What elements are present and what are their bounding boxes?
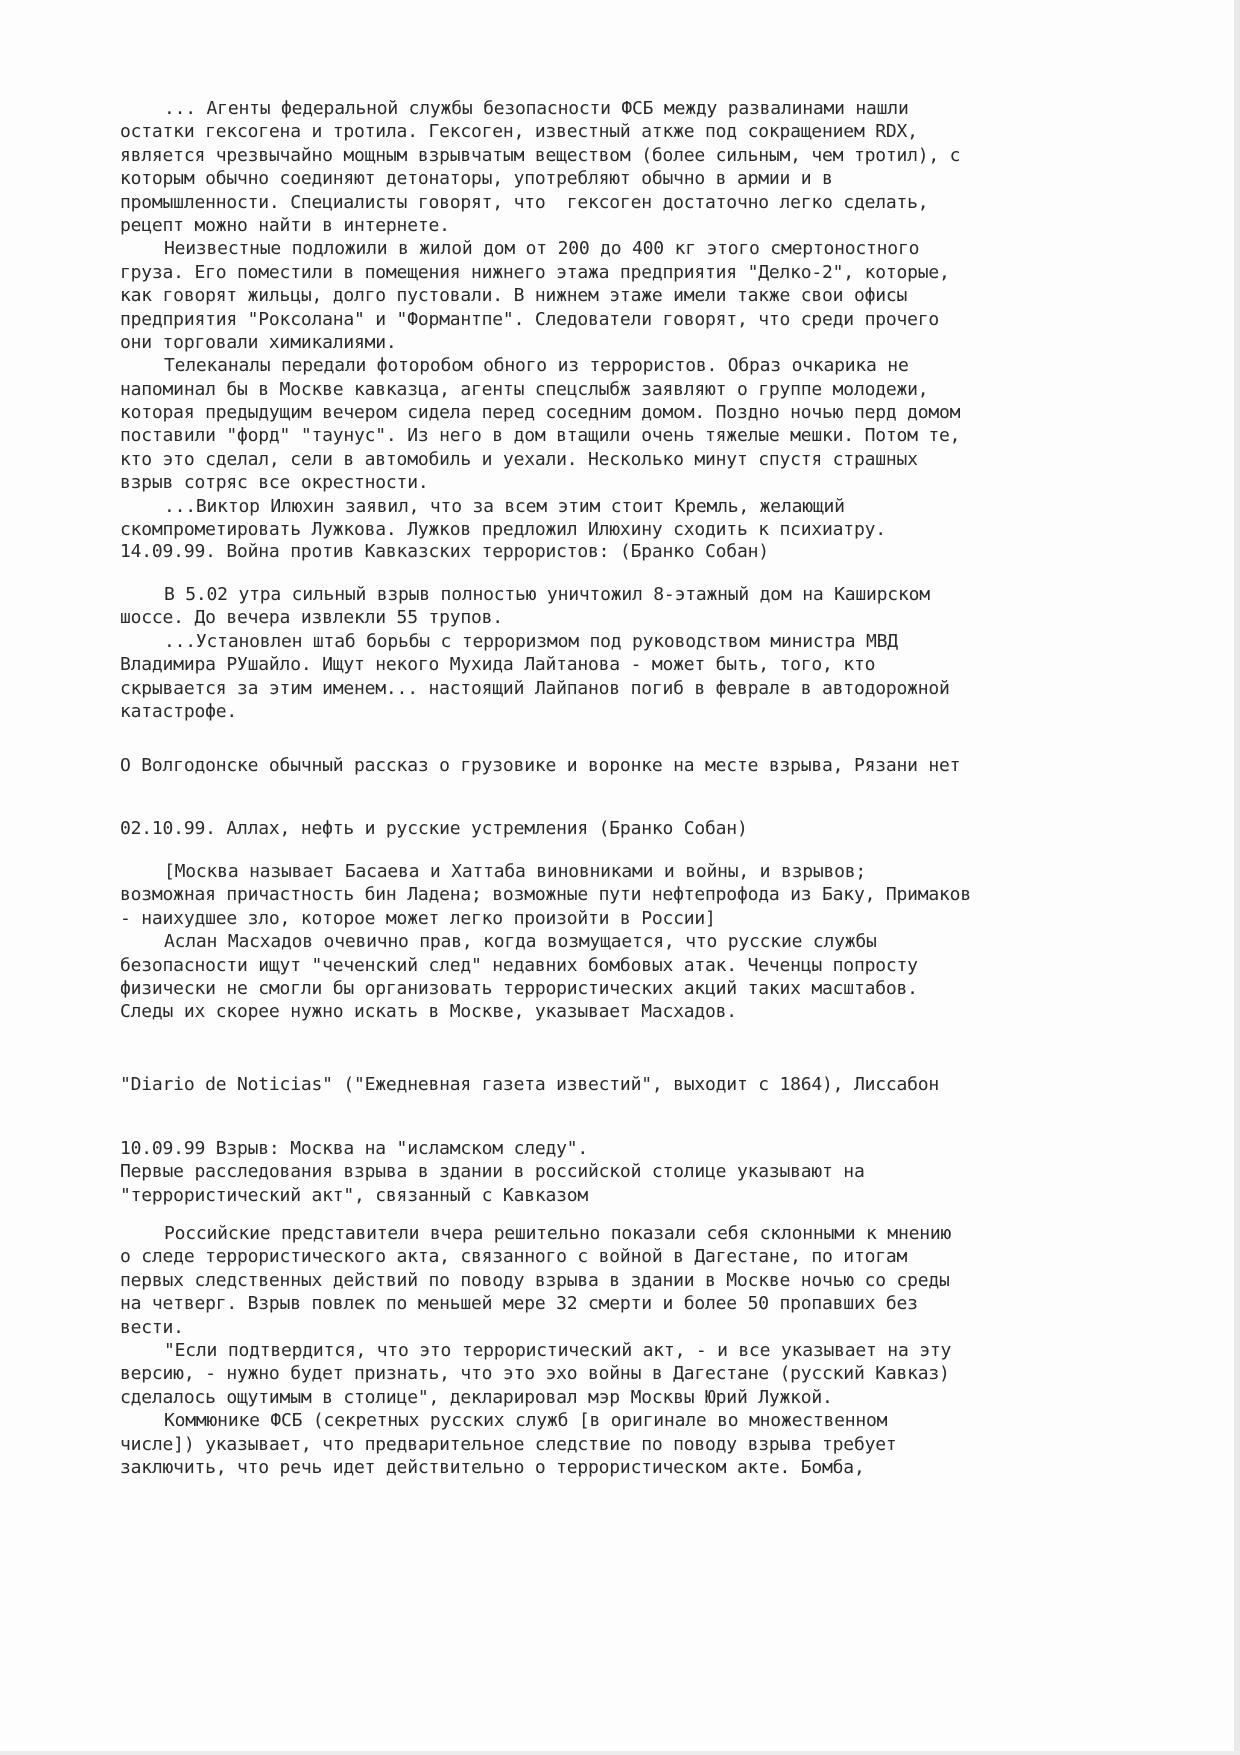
note-volgodonsk <box>120 754 1120 777</box>
text-line: поставили "форд" "таунус". Из него в дом втащили очень тяжелые мешки. Потом те, <box>120 425 961 447</box>
text-line: которая предыдущим вечером сидела перед соседним домом. Поздно ночью перд домом <box>120 402 961 424</box>
scan-bottom-shadow <box>0 1751 1240 1755</box>
text-line: ...Установлен штаб борьбы с терроризмом под руководством министра МВД <box>164 630 898 652</box>
text-line: 02.10.99. Аллах, нефть и русские устремления (Бранко Собан) <box>120 818 748 839</box>
text-line: Аслан Масхадов очевично прав, когда возмущается, что русские службы <box>164 931 877 953</box>
text-line: "террористический акт", связанный с Кавказом <box>120 1184 589 1206</box>
text-line: Неизвестные подложили в жилой дом от 200 до 400 кг этого смертоностного <box>164 238 920 260</box>
article-heading-02-10-99 <box>120 817 1120 840</box>
article-heading-10-09-99 <box>120 1137 1120 1207</box>
text-line: [Москва называет Басаева и Хаттаба виновниками и войны, и взрывов; <box>164 861 867 882</box>
text-line: физически не смогли бы организовать террористических акций таких масштабов. <box>120 977 918 999</box>
text-line: вести. <box>120 1316 184 1338</box>
text-line: скрывается за этим именем... настоящий Лайпанов погиб в феврале в автодорожной <box>120 677 950 699</box>
text-line: 10.09.99 Взрыв: Москва на "исламском следу". <box>120 1138 589 1159</box>
text-line: Коммюнике ФСБ (секретных русских служб [в оригинале во множественном <box>164 1410 888 1432</box>
text-line: Первые расследования взрыва в здании в российской столице указывают на <box>120 1161 865 1183</box>
text-line: безопасности ищут "чеченский след" недавних бомбовых атак. Чеченцы попросту <box>120 954 918 976</box>
text-line: катастрофе. <box>120 700 238 722</box>
text-line: ... Агенты федеральной службы безопасности ФСБ между развалинами нашли <box>164 98 909 119</box>
paragraph-block-luzhkov <box>120 1222 1120 1479</box>
text-line: Российские представители вчера решительно показали себя склонными к мнению <box>164 1223 952 1244</box>
text-line: промышленности. Специалисты говорят, что гексоген достаточно легко сделать, <box>120 191 929 213</box>
text-line: В 5.02 утра сильный взрыв полностью уничтожил 8-этажный дом на Каширском <box>164 584 930 605</box>
source-heading-diario-de-noticias <box>120 1073 1120 1096</box>
text-line: числе]) указывает, что предварительное следствие по поводу взрыва требует <box>120 1433 897 1455</box>
paragraph-block-fsb-report <box>120 97 1120 541</box>
text-line: взрыв сотряс все окрестности. <box>120 472 429 494</box>
text-line: возможная причастность бин Ладена; возможные пути нефтепрофода из Баку, Примаков <box>120 884 971 906</box>
text-line: - наихудшее зло, которое может легко произойти в России] <box>120 907 716 929</box>
paragraph-block-kashirskoe <box>120 583 1120 723</box>
text-line: они торговали химикалиями. <box>120 331 397 353</box>
article-heading-14-09-99 <box>120 540 1120 563</box>
text-line: скомпрометировать Лужкова. Лужков предложил Илюхину сходить к психиатру. <box>120 519 886 541</box>
text-line: шоссе. До вечера извлекли 55 трупов. <box>120 607 503 629</box>
text-line: "Diario de Noticias" ("Ежедневная газета известий", выходит с 1864), Лиссабон <box>120 1074 940 1095</box>
text-line: рецепт можно найти в интернете. <box>120 214 450 236</box>
text-line: является чрезвычайно мощным взрывчатым веществом (более сильным, чем тротил), с <box>120 144 961 166</box>
text-line: первых следственных действий по поводу взрыва в здании в Москве ночью со среды <box>120 1269 950 1291</box>
text-line: "Если подтвердится, что это террористический акт, - и все указывает на эту <box>164 1339 952 1361</box>
text-line: Следы их скорее нужно искать в Москве, указывает Масхадов. <box>120 1001 737 1023</box>
text-line: как говорят жильцы, долго пустовали. В нижнем этаже имели также свои офисы <box>120 285 908 307</box>
text-line: сделалось ощутимым в столице", декларировал мэр Москвы Юрий Лужкой. <box>120 1386 833 1408</box>
text-line: заключить, что речь идет действительно о террористическом акте. Бомба, <box>120 1456 865 1478</box>
text-line: на четверг. Взрыв повлек по меньшей мере 32 смерти и более 50 пропавших без <box>120 1293 918 1315</box>
text-line: остатки гексогена и тротила. Гексоген, известный аткже под сокращением RDX, <box>120 121 918 143</box>
paragraph-block-maskhadov <box>120 860 1120 1024</box>
text-line: 14.09.99. Война против Кавказских террористов: (Бранко Собан) <box>120 541 769 562</box>
text-line: О Волгодонске обычный рассказ о грузовике и воронке на месте взрыва, Рязани нет <box>120 755 961 776</box>
text-line: кто это сделал, сели в автомобиль и уехали. Несколько минут спустя страшных <box>120 448 918 470</box>
text-line: ...Виктор Илюхин заявил, что за всем этим стоит Кремль, желающий <box>164 495 845 517</box>
text-line: которым обычно соединяют детонаторы, употребляют обычно в армии и в <box>120 168 833 190</box>
text-line: Телеканалы передали фоторобом обного из террористов. Образ очкарика не <box>164 355 909 377</box>
text-line: груза. Его поместили в помещения нижнего этажа предприятия "Делко-2", которые, <box>120 261 950 283</box>
text-line: предприятия "Роксолана" и "Формантпе". Следователи говорят, что среди прочего <box>120 308 940 330</box>
scan-edge-shadow <box>1234 0 1240 1755</box>
text-line: напоминал бы в Москве кавказца, агенты спецслыбж заявляют о группе молодежи, <box>120 378 929 400</box>
text-line: о следе террористического акта, связанного с войной в Дагестане, по итогам <box>120 1246 908 1268</box>
text-line: версию, - нужно будет признать, что это эхо войны в Дагестане (русский Кавказ) <box>120 1363 950 1385</box>
text-line: Владимира РУшайло. Ищут некого Мухида Лайтанова - может быть, того, кто <box>120 654 876 676</box>
